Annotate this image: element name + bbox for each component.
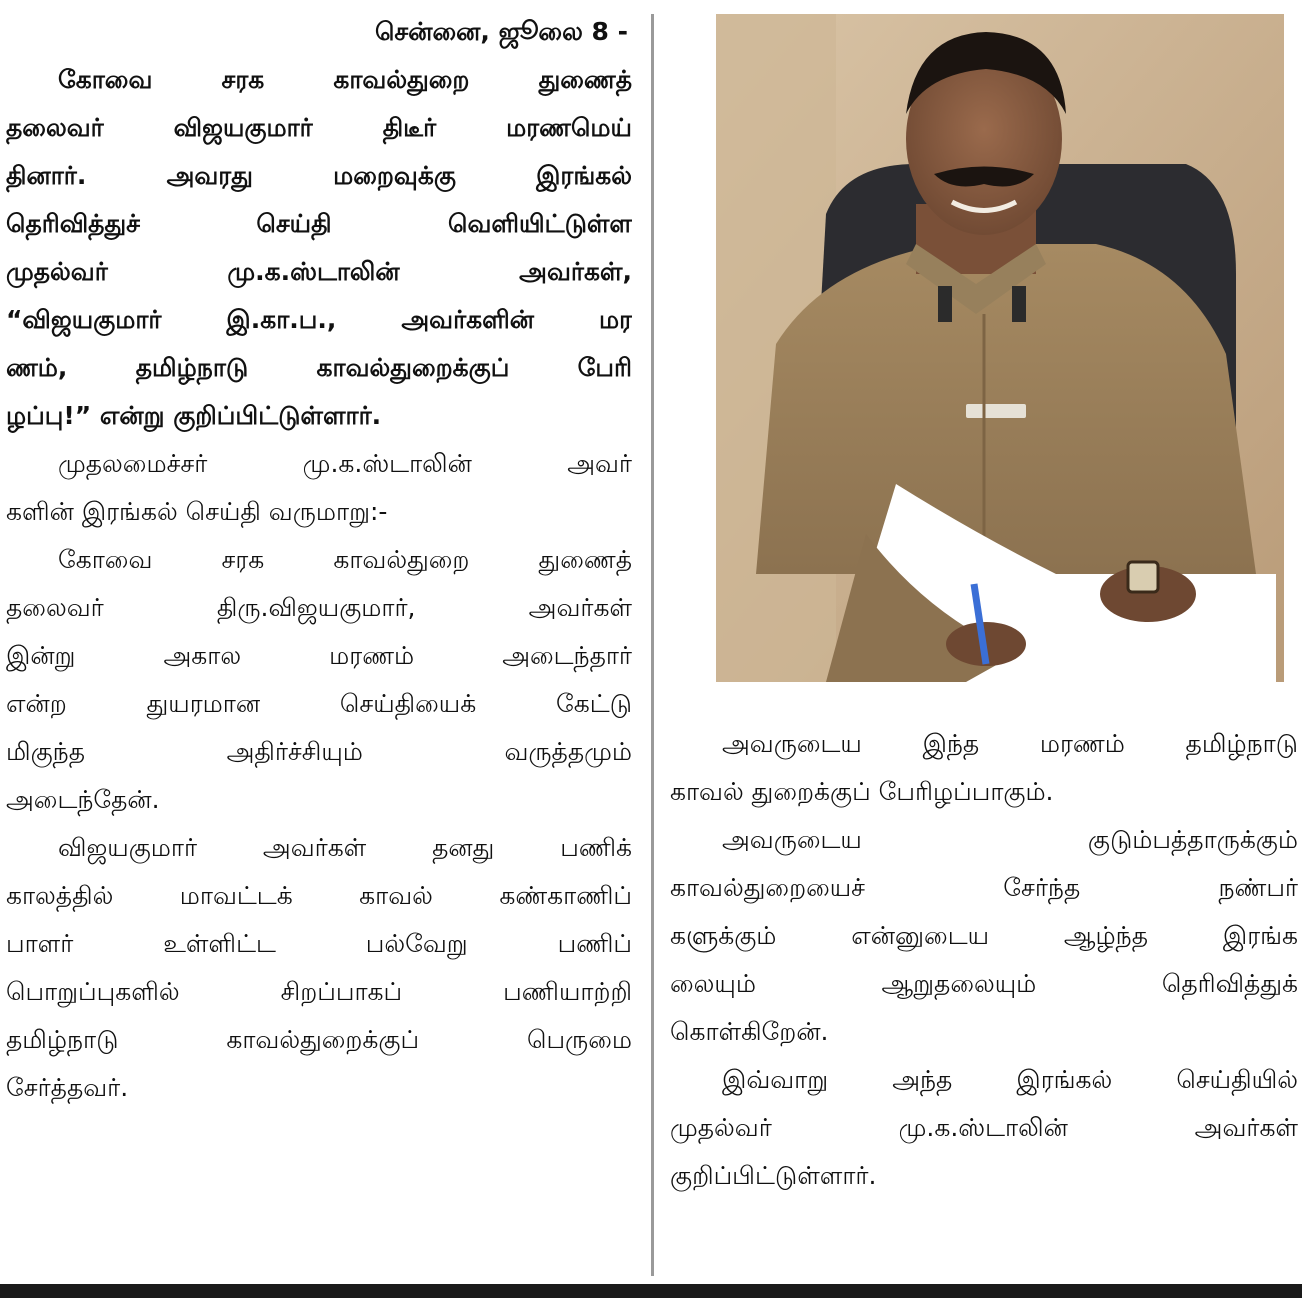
body-line: அவருடைய இந்த மரணம் தமிழ்நாடு [722,729,1298,758]
body-paragraph [670,1056,1298,1200]
body-line: பொறுப்புகளில் சிறப்பாகப் பணியாற்றி [6,977,632,1006]
lead-line: ழப்பு!” என்று குறிப்பிட்டுள்ளார். [6,401,382,430]
body-paragraph [6,536,632,824]
bottom-strip [0,1298,1302,1310]
body-line: காவல் துறைக்குப் பேரிழப்பாகும். [670,777,1054,806]
body-line: இவ்வாறு அந்த இரங்கல் செய்தியில் [722,1065,1298,1094]
body-paragraph [6,440,632,536]
lead-line: “விஜயகுமார் இ.கா.ப., அவர்களின் மர [6,305,632,334]
body-line: அவருடைய குடும்பத்தாருக்கும் [722,825,1298,854]
body-line: இன்று அகால மரணம் அடைந்தார் [6,641,632,670]
body-line: விஜயகுமார் அவர்கள் தனது பணிக் [58,833,632,862]
body-line: லையும் ஆறுதலையும் தெரிவித்துக் [670,969,1298,998]
lead-line: தலைவர் விஜயகுமார் திடீர் மரணமெய் [6,113,632,142]
lead-line: கோவை சரக காவல்துறை துணைத் [58,65,632,94]
body-line: என்ற துயரமான செய்தியைக் கேட்டு [6,689,632,718]
column-divider [651,14,654,1276]
body-line: அடைந்தேன். [6,785,160,814]
body-line: காவல்துறையைச் சேர்ந்த நண்பர் [670,873,1298,902]
body-line: சேர்த்தவர். [6,1073,129,1102]
body-paragraph [6,824,632,1112]
body-line: பாளர் உள்ளிட்ட பல்வேறு பணிப் [6,929,632,958]
body-line: தலைவர் திரு.விஜயகுமார், அவர்கள் [6,593,632,622]
body-line: குறிப்பிட்டுள்ளார். [670,1161,877,1190]
body-line: முதலமைச்சர் மு.க.ஸ்டாலின் அவர் [58,449,632,478]
body-line: கொள்கிறேன். [670,1017,829,1046]
lead-line: ணம், தமிழ்நாடு காவல்துறைக்குப் பேரி [6,353,632,382]
body-line: தமிழ்நாடு காவல்துறைக்குப் பெருமை [6,1025,632,1054]
body-line: களின் இரங்கல் செய்தி வருமாறு:- [6,497,388,526]
left-column [6,8,632,1112]
lead-line: முதல்வர் மு.க.ஸ்டாலின் அவர்கள், [6,257,632,286]
body-line: களுக்கும் என்னுடைய ஆழ்ந்த இரங்க [670,921,1298,950]
bottom-rule [0,1284,1302,1298]
dateline: சென்னை, ஜூலை 8 - [374,17,628,46]
officer-photo [716,14,1284,682]
body-line: மிகுந்த அதிர்ச்சியும் வருத்தமும் [6,737,632,766]
lead-line: தெரிவித்துச் செய்தி வெளியிட்டுள்ள [6,209,632,238]
lead-paragraph [6,56,632,440]
right-column [670,720,1298,1200]
body-paragraph [670,816,1298,1056]
lead-line: தினார். அவரது மறைவுக்கு இரங்கல் [6,161,632,190]
officer-portrait-illustration [716,14,1284,682]
body-line: கோவை சரக காவல்துறை துணைத் [58,545,632,574]
body-paragraph [670,720,1298,816]
body-line: காலத்தில் மாவட்டக் காவல் கண்காணிப் [6,881,632,910]
body-line: முதல்வர் மு.க.ஸ்டாலின் அவர்கள் [670,1113,1298,1142]
